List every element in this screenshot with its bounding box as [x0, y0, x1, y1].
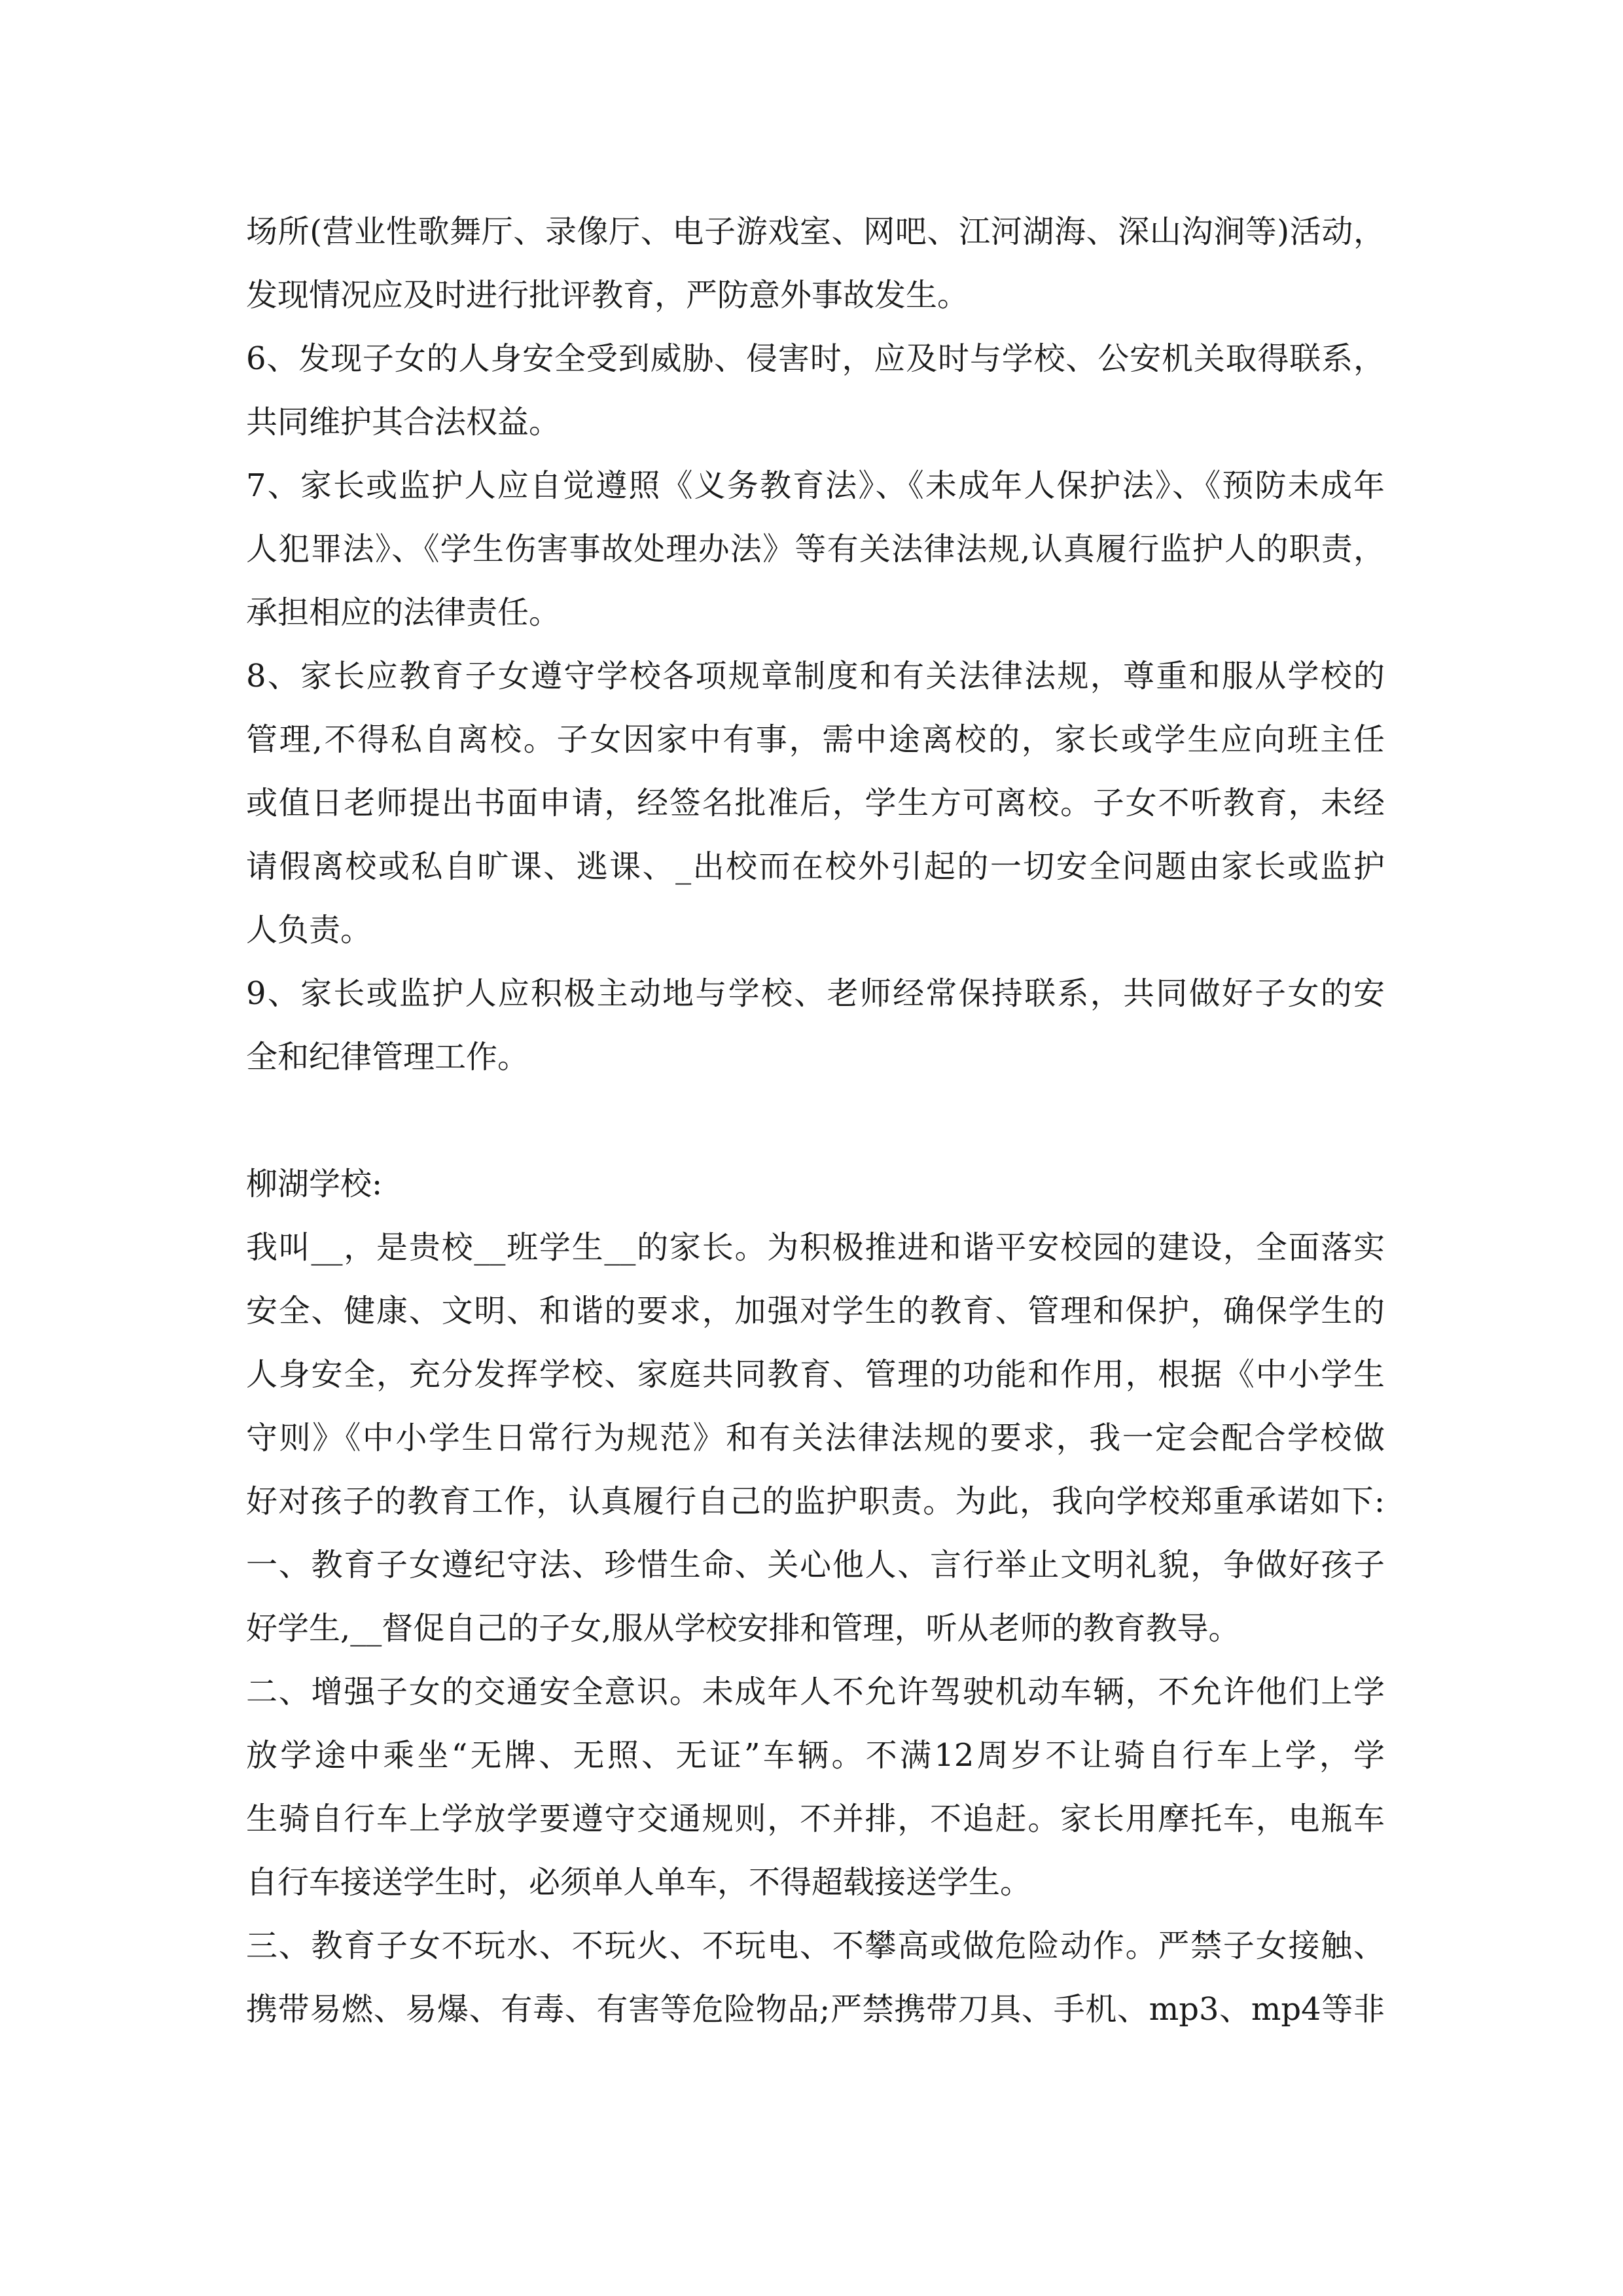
text-line: 好对孩子的教育工作，认真履行自己的监护职责。为此，我向学校郑重承诺如下: [246, 1483, 1385, 1520]
text-line: 人身安全，充分发挥学校、家庭共同教育、管理的功能和作用，根据《中小学生 [246, 1356, 1385, 1393]
text-line: 安全、健康、文明、和谐的要求，加强对学生的教育、管理和保护，确保学生的 [246, 1293, 1385, 1329]
text-line: 6、发现子女的人身安全受到威胁、侵害时，应及时与学校、公安机关取得联系， [246, 340, 1385, 377]
text-line: 二、增强子女的交通安全意识。未成年人不允许驾驶机动车辆，不允许他们上学 [246, 1674, 1385, 1710]
text-line: 发现情况应及时进行批评教育，严防意外事故发生。 [246, 277, 969, 314]
text-line: 7、家长或监护人应自觉遵照《义务教育法》、《未成年人保护法》、《预防未成年 [246, 467, 1385, 504]
text-line: 人犯罪法》、《学生伤害事故处理办法》等有关法律法规,认真履行监护人的职责， [246, 531, 1385, 567]
text-line: 全和纪律管理工作。 [246, 1039, 529, 1075]
text-line: 携带易燃、易爆、有毒、有害等危险物品;严禁携带刀具、手机、mp3、mp4等非 [246, 1991, 1385, 2028]
text-line: 9、家长或监护人应积极主动地与学校、老师经常保持联系，共同做好子女的安 [246, 975, 1385, 1012]
text-line: 生骑自行车上学放学要遵守交通规则，不并排，不追赶。家长用摩托车，电瓶车 [246, 1801, 1385, 1837]
text-line: 承担相应的法律责任。 [246, 594, 561, 631]
text-line: 好学生,__督促自己的子女,服从学校安排和管理，听从老师的教育教导。 [246, 1610, 1240, 1647]
text-line: 我叫__，是贵校__班学生__的家长。为积极推进和谐平安校园的建设，全面落实 [246, 1229, 1385, 1266]
text-line: 共同维护其合法权益。 [246, 404, 561, 440]
text-line: 8、家长应教育子女遵守学校各项规章制度和有关法律法规，尊重和服从学校的 [246, 658, 1385, 694]
blank-line [246, 1089, 1385, 1153]
document-body [246, 200, 1385, 2041]
text-line: 守则》《中小学生日常行为规范》和有关法律法规的要求，我一定会配合学校做 [246, 1420, 1385, 1456]
text-line: 自行车接送学生时，必须单人单车，不得超载接送学生。 [246, 1864, 1032, 1901]
text-line: 或值日老师提出书面申请，经签名批准后，学生方可离校。子女不听教育，未经 [246, 785, 1385, 821]
text-line: 管理,不得私自离校。子女因家中有事，需中途离校的，家长或学生应向班主任 [246, 721, 1385, 758]
salutation: 柳湖学校: [246, 1166, 383, 1202]
text-line: 请假离校或私自旷课、逃课、_出校而在校外引起的一切安全问题由家长或监护 [246, 848, 1385, 885]
text-line: 三、教育子女不玩水、不玩火、不玩电、不攀高或做危险动作。严禁子女接触、 [246, 1928, 1385, 1964]
text-line: 人负责。 [246, 912, 372, 948]
text-line: 场所(营业性歌舞厅、录像厅、电子游戏室、网吧、江河湖海、深山沟涧等)活动， [246, 213, 1385, 250]
text-line: 一、教育子女遵纪守法、珍惜生命、关心他人、言行举止文明礼貌，争做好孩子 [246, 1547, 1385, 1583]
text-line: 放学途中乘坐“无牌、无照、无证”车辆。不满12周岁不让骑自行车上学，学 [246, 1737, 1385, 1774]
